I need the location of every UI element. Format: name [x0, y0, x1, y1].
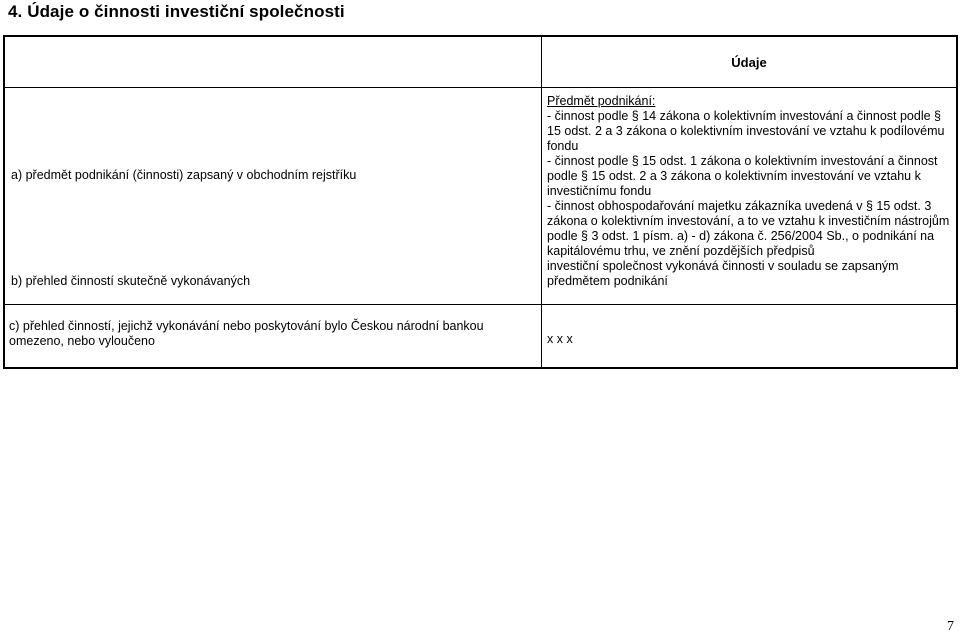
row-c-value: x x x	[542, 305, 958, 369]
row-b-label: b) přehled činností skutečně vykonávaných	[11, 274, 251, 288]
row-a-label: a) předmět podnikání (činnosti) zapsaný v obchodním rejstříku	[11, 168, 357, 182]
business-scope-line-2: - činnost podle § 15 odst. 1 zákona o kolektivním investování a činnost podle § 15 odst. 2 a 3 zákona o kolektivním investování ve vztahu k investičnímu fondu	[547, 154, 938, 198]
labels-cell-ab	[4, 88, 542, 305]
table-row-c	[4, 305, 957, 369]
business-scope-cell	[542, 88, 958, 305]
business-scope-line-3: - činnost obhospodařování majetku zákazníka uvedená v § 15 odst. 3 zákona o kolektivním investování, a to ve vztahu k investičním nástrojům podle § 3 odst. 1 písm. a) - d) zákona č. 256/2004 Sb., o podnikání na kapitálovému trhu, ve znění pozdějších předpisů	[547, 199, 950, 258]
header-empty-cell	[4, 36, 542, 88]
activities-performed-text: investiční společnost vykonává činnosti v souladu se zapsaným předmětem podnikání	[547, 259, 899, 288]
header-cell: Údaje	[542, 36, 958, 88]
page-number: 7	[947, 619, 954, 634]
row-c-label: c) přehled činností, jejichž vykonávání nebo poskytování bylo Českou národní bankou omezeno, nebo vyloučeno	[4, 305, 542, 369]
business-scope-title: Předmět podnikání:	[547, 94, 656, 108]
table-header-row	[4, 36, 957, 88]
business-scope-line-1: - činnost podle § 14 zákona o kolektivním investování a činnost podle § 15 odst. 2 a 3 zákona o kolektivním investování ve vztahu k podílovému fondu	[547, 109, 945, 153]
table-row-ab	[4, 88, 957, 305]
activity-table	[3, 35, 958, 369]
section-heading: 4. Údaje o činnosti investiční společnosti	[8, 2, 345, 21]
